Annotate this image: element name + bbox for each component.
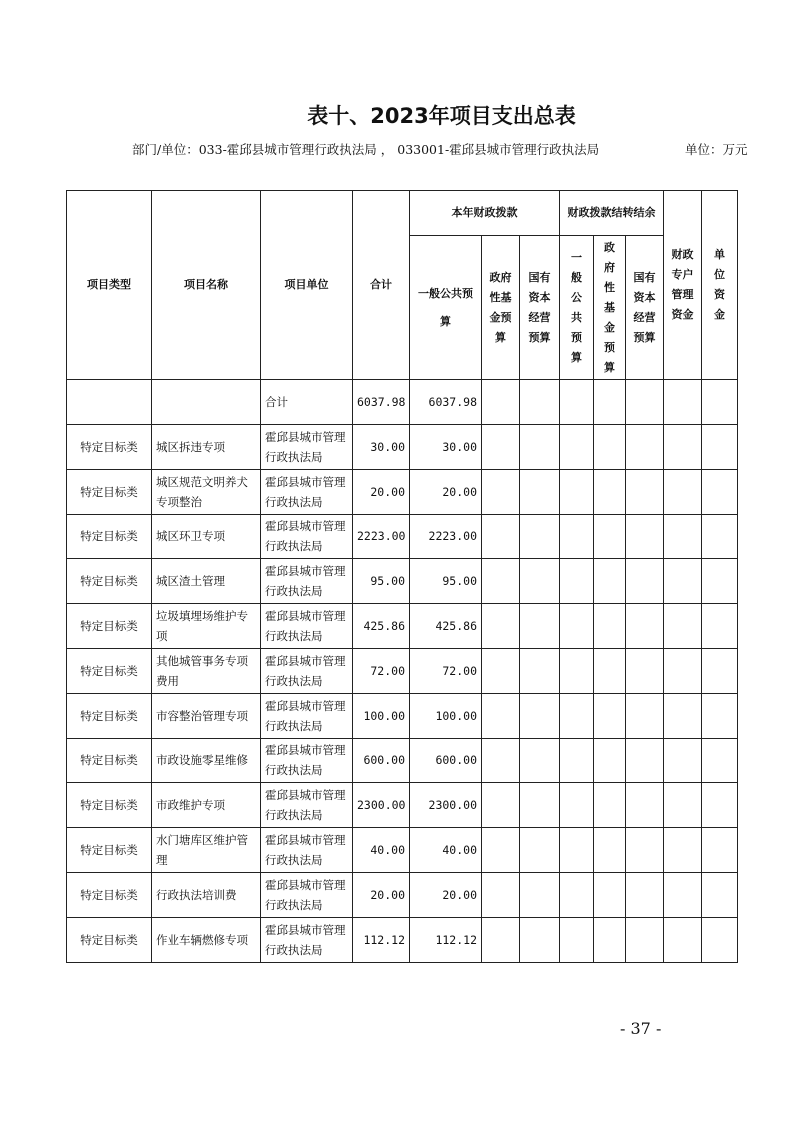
row-general: 40.00	[410, 828, 482, 873]
row-general: 20.00	[410, 872, 482, 917]
empty-cell	[482, 604, 520, 649]
empty-cell	[520, 469, 560, 514]
empty-cell	[560, 469, 594, 514]
row-total: 100.00	[353, 693, 410, 738]
row-type: 特定目标类	[67, 917, 152, 962]
row-unit: 霍邱县城市管理行政执法局	[261, 604, 353, 649]
empty-cell	[594, 648, 626, 693]
header-total: 合计	[353, 191, 410, 380]
empty-cell	[520, 425, 560, 470]
empty-cell	[482, 425, 520, 470]
empty-cell	[594, 917, 626, 962]
empty-cell	[626, 783, 664, 828]
row-general: 2223.00	[410, 514, 482, 559]
header-unit: 项目单位	[261, 191, 353, 380]
empty-cell	[664, 514, 702, 559]
empty-cell	[482, 559, 520, 604]
empty-cell	[626, 648, 664, 693]
row-name: 城区拆违专项	[152, 425, 261, 470]
header-special-account-text: 财政专户管理资金	[671, 248, 694, 321]
header-general-budget-text: 一般公共预算	[418, 286, 473, 328]
table-row	[67, 514, 738, 559]
empty-cell	[664, 872, 702, 917]
header-state-capital	[520, 236, 560, 380]
empty-cell	[520, 738, 560, 783]
row-general: 2300.00	[410, 783, 482, 828]
table-row	[67, 917, 738, 962]
empty-cell	[560, 917, 594, 962]
summary-total: 6037.98	[353, 380, 410, 425]
empty-cell	[626, 380, 664, 425]
empty-cell	[560, 514, 594, 559]
empty-cell	[702, 604, 738, 649]
table-row	[67, 872, 738, 917]
empty-cell	[664, 425, 702, 470]
row-unit: 霍邱县城市管理行政执法局	[261, 648, 353, 693]
empty-cell	[626, 514, 664, 559]
empty-cell	[664, 917, 702, 962]
empty-cell	[594, 425, 626, 470]
empty-cell	[594, 514, 626, 559]
row-general: 20.00	[410, 469, 482, 514]
empty-cell	[626, 872, 664, 917]
empty-cell	[594, 693, 626, 738]
empty-cell	[560, 648, 594, 693]
row-name: 水门塘库区维护管理	[152, 828, 261, 873]
empty-cell	[626, 693, 664, 738]
row-unit: 霍邱县城市管理行政执法局	[261, 917, 353, 962]
row-unit: 霍邱县城市管理行政执法局	[261, 469, 353, 514]
row-type: 特定目标类	[67, 783, 152, 828]
empty-cell	[594, 469, 626, 514]
empty-cell	[520, 514, 560, 559]
row-name: 城区渣土管理	[152, 559, 261, 604]
row-unit: 霍邱县城市管理行政执法局	[261, 514, 353, 559]
empty-cell	[664, 828, 702, 873]
empty-cell	[664, 693, 702, 738]
header-gov-fund-text: 政府性基金预算	[489, 270, 512, 344]
row-unit: 霍邱县城市管理行政执法局	[261, 425, 353, 470]
empty-cell	[594, 783, 626, 828]
empty-cell	[702, 380, 738, 425]
empty-cell	[520, 648, 560, 693]
page-title: 表十、2023年项目支出总表	[307, 104, 576, 128]
row-name: 作业车辆燃修专项	[152, 917, 261, 962]
table-row	[67, 604, 738, 649]
header-current-year: 本年财政拨款	[410, 191, 560, 236]
empty-cell	[594, 828, 626, 873]
row-total: 72.00	[353, 648, 410, 693]
header-unit-funds	[702, 191, 738, 380]
row-general: 112.12	[410, 917, 482, 962]
empty-cell	[664, 783, 702, 828]
row-general: 600.00	[410, 738, 482, 783]
empty-cell	[664, 559, 702, 604]
header-carryover: 财政拨款结转结余	[560, 191, 664, 236]
empty-cell	[626, 425, 664, 470]
table-row	[67, 425, 738, 470]
summary-general: 6037.98	[410, 380, 482, 425]
row-general: 72.00	[410, 648, 482, 693]
row-unit: 霍邱县城市管理行政执法局	[261, 783, 353, 828]
row-total: 95.00	[353, 559, 410, 604]
header-carry-general	[560, 236, 594, 380]
empty-cell	[482, 693, 520, 738]
table-row	[67, 783, 738, 828]
header-state-capital-text: 国有资本经营预算	[528, 270, 551, 344]
empty-cell	[702, 828, 738, 873]
empty-cell	[626, 917, 664, 962]
table-row	[67, 469, 738, 514]
row-name: 市政设施零星维修	[152, 738, 261, 783]
row-unit: 霍邱县城市管理行政执法局	[261, 693, 353, 738]
empty-cell	[560, 559, 594, 604]
empty-cell	[664, 380, 702, 425]
empty-cell	[702, 425, 738, 470]
empty-cell	[520, 783, 560, 828]
header-name: 项目名称	[152, 191, 261, 380]
empty-cell	[702, 469, 738, 514]
empty-cell	[482, 648, 520, 693]
empty-cell	[594, 559, 626, 604]
header-carry-general-text: 一般公共预算	[571, 250, 582, 364]
empty-cell	[594, 604, 626, 649]
summary-label: 合计	[261, 380, 353, 425]
empty-cell	[560, 380, 594, 425]
empty-cell	[560, 828, 594, 873]
row-type: 特定目标类	[67, 872, 152, 917]
empty-cell	[594, 738, 626, 783]
empty-cell	[560, 425, 594, 470]
row-name: 市容整治管理专项	[152, 693, 261, 738]
empty-cell	[664, 648, 702, 693]
empty-cell	[520, 604, 560, 649]
empty-cell	[520, 559, 560, 604]
table-row	[67, 693, 738, 738]
empty-cell	[520, 828, 560, 873]
row-general: 30.00	[410, 425, 482, 470]
empty-cell	[626, 559, 664, 604]
header-carry-state-capital	[626, 236, 664, 380]
header-special-account	[664, 191, 702, 380]
empty-cell	[594, 380, 626, 425]
empty-cell	[664, 604, 702, 649]
row-name: 城区环卫专项	[152, 514, 261, 559]
empty-cell	[626, 469, 664, 514]
row-type: 特定目标类	[67, 648, 152, 693]
empty-cell	[520, 872, 560, 917]
empty-cell	[626, 604, 664, 649]
empty-cell	[702, 738, 738, 783]
row-general: 100.00	[410, 693, 482, 738]
row-total: 425.86	[353, 604, 410, 649]
empty-cell	[560, 783, 594, 828]
empty-cell	[482, 872, 520, 917]
empty-cell	[482, 469, 520, 514]
row-type: 特定目标类	[67, 559, 152, 604]
empty-cell	[702, 514, 738, 559]
row-type: 特定目标类	[67, 738, 152, 783]
empty-cell	[702, 872, 738, 917]
table-row	[67, 738, 738, 783]
row-general: 425.86	[410, 604, 482, 649]
empty-cell	[482, 917, 520, 962]
empty-cell	[702, 559, 738, 604]
row-total: 40.00	[353, 828, 410, 873]
header-carry-gov-fund	[594, 236, 626, 380]
row-general: 95.00	[410, 559, 482, 604]
row-total: 2300.00	[353, 783, 410, 828]
row-unit: 霍邱县城市管理行政执法局	[261, 828, 353, 873]
empty-cell	[626, 738, 664, 783]
row-type: 特定目标类	[67, 514, 152, 559]
summary-name-cell	[152, 380, 261, 425]
empty-cell	[520, 380, 560, 425]
empty-cell	[482, 828, 520, 873]
table-row	[67, 559, 738, 604]
row-type: 特定目标类	[67, 828, 152, 873]
empty-cell	[560, 872, 594, 917]
empty-cell	[560, 693, 594, 738]
row-total: 112.12	[353, 917, 410, 962]
row-unit: 霍邱县城市管理行政执法局	[261, 738, 353, 783]
row-total: 30.00	[353, 425, 410, 470]
empty-cell	[702, 917, 738, 962]
header-general-budget	[410, 236, 482, 380]
summary-type-cell	[67, 380, 152, 425]
unit-label: 单位：万元	[685, 142, 748, 157]
row-name: 其他城管事务专项费用	[152, 648, 261, 693]
row-total: 2223.00	[353, 514, 410, 559]
header-unit-funds-text: 单位资金	[714, 248, 726, 321]
row-type: 特定目标类	[67, 693, 152, 738]
empty-cell	[702, 648, 738, 693]
row-type: 特定目标类	[67, 425, 152, 470]
empty-cell	[664, 738, 702, 783]
table-row	[67, 828, 738, 873]
empty-cell	[594, 872, 626, 917]
header-gov-fund	[482, 236, 520, 380]
empty-cell	[520, 917, 560, 962]
row-total: 600.00	[353, 738, 410, 783]
empty-cell	[482, 380, 520, 425]
row-name: 市政维护专项	[152, 783, 261, 828]
empty-cell	[560, 604, 594, 649]
empty-cell	[482, 738, 520, 783]
department-label: 部门/单位：033-霍邱县城市管理行政执法局 ， 033001-霍邱县城市管理行政执法局	[132, 142, 600, 157]
header-carry-state-capital-text: 国有资本经营预算	[633, 270, 656, 344]
project-expenditure-table	[66, 190, 738, 963]
row-total: 20.00	[353, 872, 410, 917]
empty-cell	[520, 693, 560, 738]
empty-cell	[482, 783, 520, 828]
summary-row	[67, 380, 738, 425]
table-row	[67, 648, 738, 693]
row-unit: 霍邱县城市管理行政执法局	[261, 559, 353, 604]
row-type: 特定目标类	[67, 469, 152, 514]
row-name: 垃圾填埋场维护专项	[152, 604, 261, 649]
page-number: - 37 -	[620, 1019, 662, 1038]
empty-cell	[664, 469, 702, 514]
header-carry-gov-fund-text: 政府性基金预算	[604, 240, 615, 374]
row-name: 城区规范文明养犬专项整治	[152, 469, 261, 514]
header-type: 项目类型	[67, 191, 152, 380]
empty-cell	[702, 783, 738, 828]
empty-cell	[560, 738, 594, 783]
row-total: 20.00	[353, 469, 410, 514]
empty-cell	[482, 514, 520, 559]
empty-cell	[626, 828, 664, 873]
row-unit: 霍邱县城市管理行政执法局	[261, 872, 353, 917]
row-name: 行政执法培训费	[152, 872, 261, 917]
row-type: 特定目标类	[67, 604, 152, 649]
empty-cell	[702, 693, 738, 738]
